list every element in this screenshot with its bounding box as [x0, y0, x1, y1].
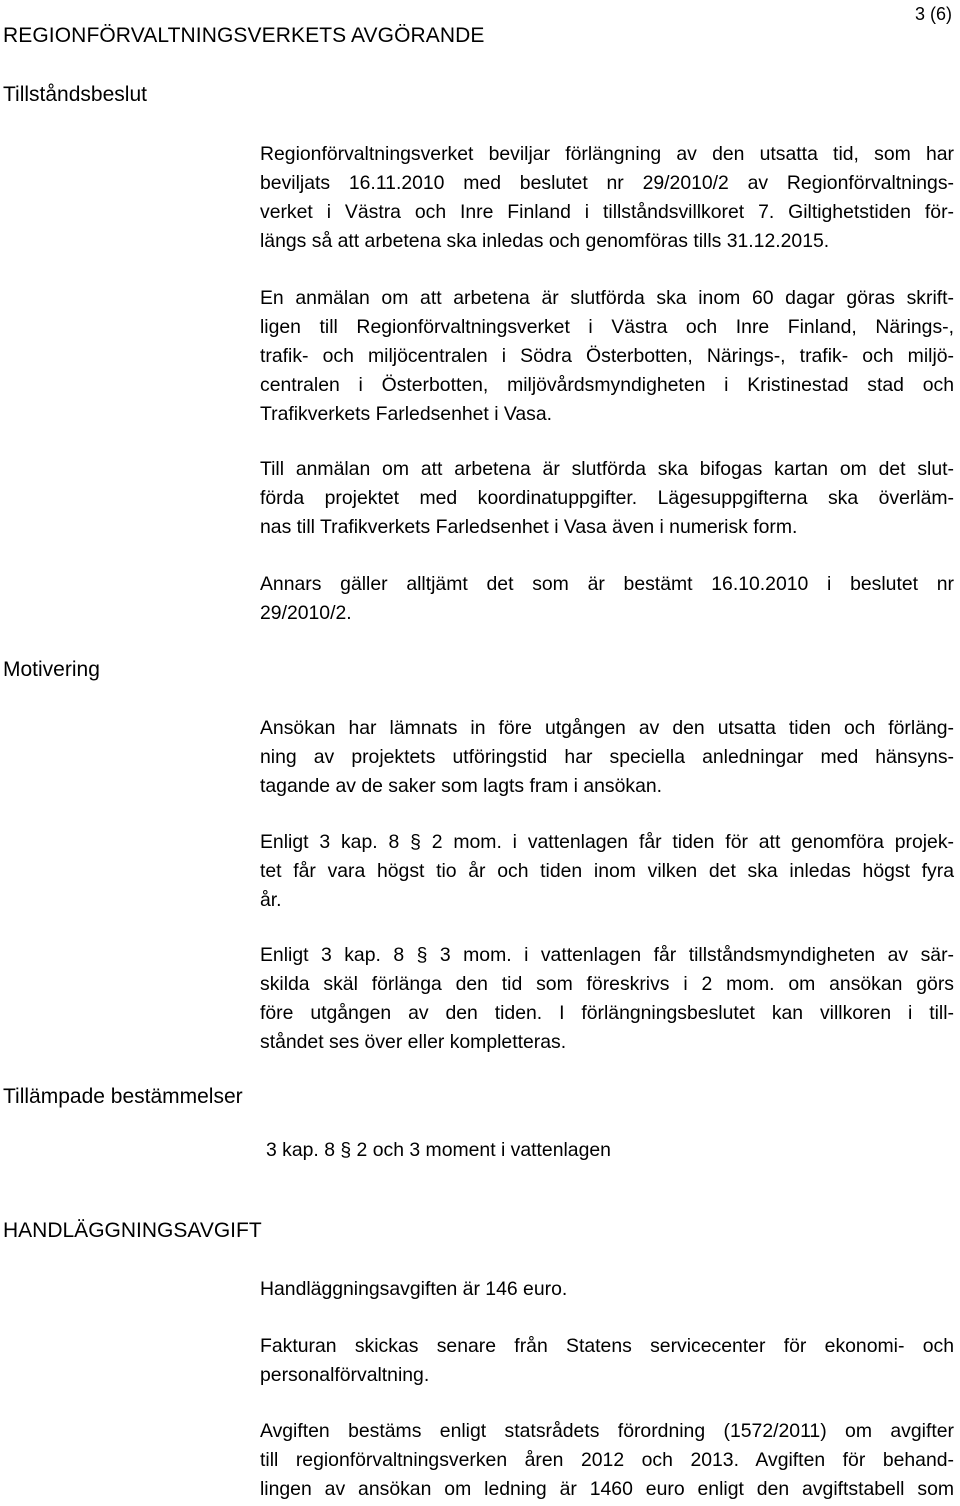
section-heading-motivering: Motivering: [3, 658, 100, 681]
paragraph-beslut-3: [260, 455, 954, 542]
text-line: centralen i Österbotten, miljövårdsmyndigheten i Kristinestad stad och: [260, 374, 954, 396]
paragraph-avgift-1: [260, 1275, 954, 1304]
text-line: Avgiften bestäms enligt statsrådets förordning (1572/2011) om avgifter: [260, 1420, 954, 1442]
paragraph-avgift-2: [260, 1332, 954, 1390]
page-number: 3 (6): [914, 4, 952, 24]
text-line: Fakturan skickas senare från Statens servicecenter för ekonomi- och: [260, 1335, 954, 1357]
text-line: En anmälan om att arbetena är slutförda ska inom 60 dagar göras skrift-: [260, 287, 954, 309]
paragraph-motivering-1: [260, 714, 954, 801]
section-heading-tillstandsbeslut: Tillståndsbeslut: [3, 83, 147, 106]
text-line: beviljats 16.11.2010 med beslutet nr 29/2010/2 av Regionförvaltnings-: [260, 172, 954, 194]
paragraph-beslut-1: [260, 140, 954, 256]
text-line: tagande av de saker som lagts fram i ansökan.: [260, 775, 663, 797]
text-line: Till anmälan om att arbetena är slutförda ska bifogas kartan om det slut-: [260, 458, 954, 480]
text-line: Ansökan har lämnats in före utgången av den utsatta tiden och förläng-: [260, 717, 954, 739]
text-line: ståndet ses över eller kompletteras.: [260, 1031, 567, 1053]
text-line: ning av projektets utföringstid har speciella anledningar med hänsyns-: [260, 746, 954, 768]
text-line: Annars gäller alltjämt det som är bestämt 16.10.2010 i beslutet nr: [260, 573, 954, 595]
text-line: 3 kap. 8 § 2 och 3 moment i vattenlagen: [266, 1139, 611, 1161]
paragraph-beslut-2: [260, 284, 954, 429]
document-title: REGIONFÖRVALTNINGSVERKETS AVGÖRANDE: [3, 24, 485, 47]
text-line: ligen till Regionförvaltningsverket i Västra och Inre Finland, Närings-,: [260, 316, 954, 338]
text-line: trafik- och miljöcentralen i Södra Österbotten, Närings-, trafik- och miljö-: [260, 345, 954, 367]
text-line: till regionförvaltningsverken åren 2012 och 2013. Avgiften för behand-: [260, 1449, 954, 1471]
text-line: Handläggningsavgiften är 146 euro.: [260, 1278, 568, 1300]
text-line: före utgången av den tiden. I förlängningsbeslutet kan villkoren i till-: [260, 1002, 954, 1024]
text-line: längs så att arbetena ska inledas och genomföras tills 31.12.2015.: [260, 230, 830, 252]
text-line: Trafikverkets Farledsenhet i Vasa.: [260, 403, 553, 425]
text-line: 29/2010/2.: [260, 602, 352, 624]
text-line: Enligt 3 kap. 8 § 2 mom. i vattenlagen får tiden för att genomföra projek-: [260, 831, 954, 853]
text-line: personalförvaltning.: [260, 1364, 430, 1386]
paragraph-avgift-3: [260, 1417, 954, 1504]
section-heading-tillampade: Tillämpade bestämmelser: [3, 1085, 243, 1108]
text-line: förda projektet med koordinatuppgifter. Lägesuppgifterna ska överläm-: [260, 487, 954, 509]
paragraph-motivering-2: [260, 828, 954, 915]
text-line: år.: [260, 889, 282, 911]
text-line: verket i Västra och Inre Finland i tillståndsvillkoret 7. Giltighetstiden för-: [260, 201, 954, 223]
text-line: skilda skäl förlänga den tid som föreskrivs i 2 mom. om ansökan görs: [260, 973, 954, 995]
text-line: Enligt 3 kap. 8 § 3 mom. i vattenlagen får tillståndsmyndigheten av sär-: [260, 944, 954, 966]
text-line: nas till Trafikverkets Farledsenhet i Vasa även i numerisk form.: [260, 516, 798, 538]
text-line: lingen av ansökan om ledning är 1460 euro enligt den avgiftstabell som: [260, 1478, 954, 1500]
paragraph-beslut-4: [260, 570, 954, 628]
text-line: tet får vara högst tio år och tiden inom vilken det ska inledas högst fyra: [260, 860, 954, 882]
paragraph-motivering-3: [260, 941, 954, 1057]
section-heading-handlaggningsavgift: HANDLÄGGNINGSAVGIFT: [3, 1219, 262, 1242]
text-line: Regionförvaltningsverket beviljar förlängning av den utsatta tid, som har: [260, 143, 954, 165]
paragraph-tillampade: [266, 1136, 960, 1165]
